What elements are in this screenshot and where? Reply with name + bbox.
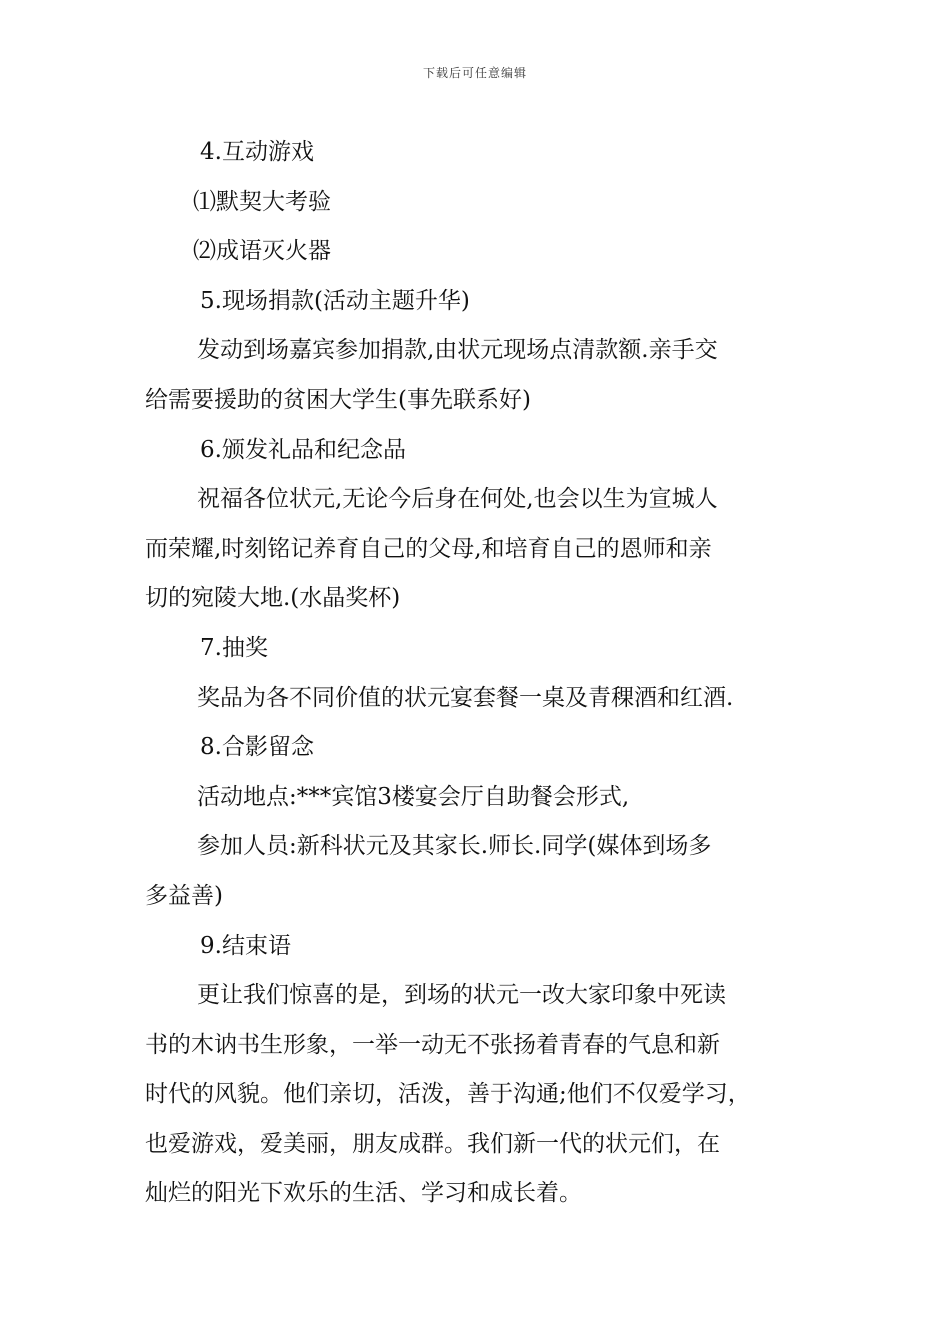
paragraph-line: 切的宛陵大地.(水晶奖杯) [145, 585, 401, 612]
paragraph-line: 更让我们惊喜的是，到场的状元一改大家印象中死读 [197, 982, 726, 1009]
paragraph-line: 参加人员:新科状元及其家长.师长.同学(媒体到场多 [197, 833, 712, 860]
section-heading-interactive-games: 4.互动游戏 [200, 139, 314, 165]
paragraph-line: 而荣耀,时刻铭记养育自己的父母,和培育自己的恩师和亲 [145, 535, 712, 562]
page-header: 下载后可任意编辑 [422, 66, 527, 80]
section-heading-lottery: 7.抽奖 [200, 634, 268, 661]
list-item-game-2: ⑵成语灭火器 [193, 238, 331, 265]
paragraph-line: 多益善) [145, 882, 223, 909]
paragraph-line: 奖品为各不同价值的状元宴套餐一桌及青稞酒和红酒. [197, 684, 734, 711]
section-heading-donation: 5.现场捐款(活动主题升华) [200, 287, 470, 314]
paragraph-line: 书的木讷书生形象，一举一动无不张扬着青春的气息和新 [145, 1031, 720, 1058]
paragraph-line: 灿烂的阳光下欢乐的生活、学习和成长着。 [145, 1180, 582, 1207]
list-item-game-1: ⑴默契大考验 [193, 188, 331, 215]
paragraph-line: 时代的风貌。他们亲切，活泼，善于沟通;他们不仅爱学习， [145, 1081, 751, 1108]
paragraph-line: 也爱游戏，爱美丽，朋友成群。我们新一代的状元们，在 [145, 1130, 720, 1157]
section-heading-photo: 8.合影留念 [200, 734, 314, 761]
paragraph-line: 给需要援助的贫困大学生(事先联系好) [145, 386, 531, 413]
paragraph-line: 发动到场嘉宾参加捐款,由状元现场点清款额.亲手交 [197, 337, 718, 364]
section-heading-gifts: 6.颁发礼品和纪念品 [200, 436, 406, 463]
document-body [145, 128, 815, 1219]
paragraph-line: 祝福各位状元,无论今后身在何处,也会以生为宣城人 [197, 486, 718, 513]
paragraph-line: 活动地点:***宾馆3楼宴会厅自助餐会形式, [197, 783, 630, 810]
section-heading-closing: 9.结束语 [200, 932, 291, 959]
